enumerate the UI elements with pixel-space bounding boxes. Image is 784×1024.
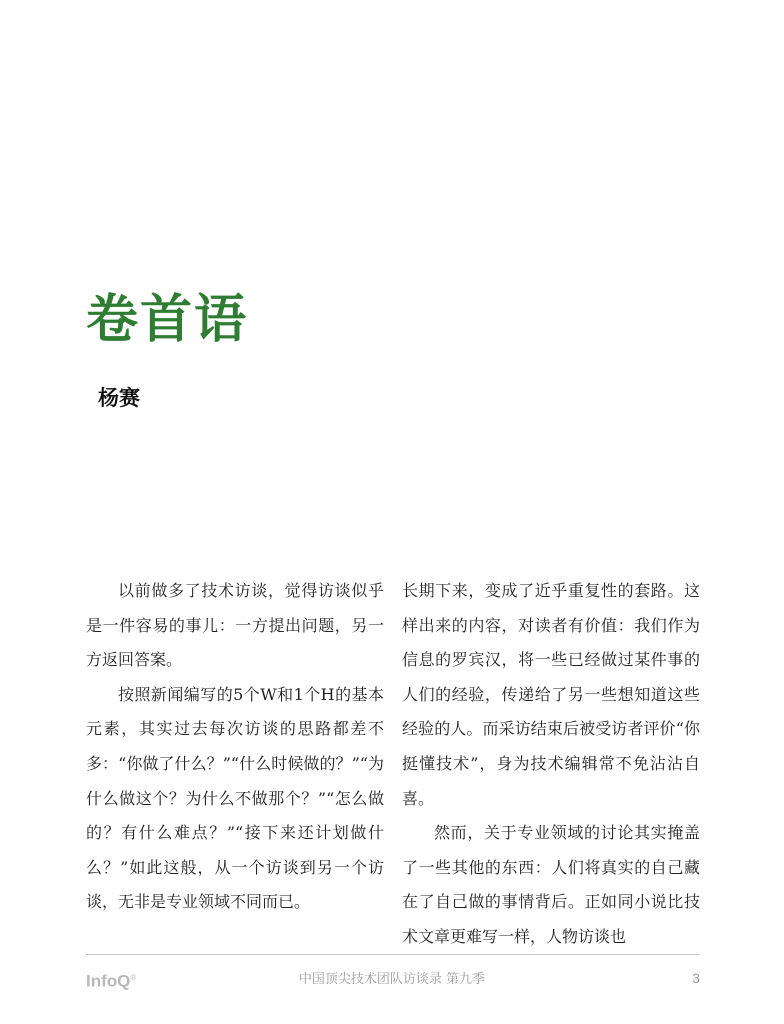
footer-publication-title: 中国顶尖技术团队访谈录 第九季 xyxy=(298,972,486,987)
author-name: 杨赛 xyxy=(98,385,140,410)
logo-mark: ® xyxy=(130,973,137,982)
footer-divider xyxy=(86,954,700,955)
paragraph: 然而，关于专业领域的讨论其实掩盖了一些其他的东西：人们将真实的自己藏在了自己做的事情背后。正如同小说比技术文章更难写一样，人物访谈也 xyxy=(402,823,700,946)
paragraph-continued: 长期下来，变成了近乎重复性的套路。这样出来的内容，对读者有价值：我们作为信息的罗宾汉，将一些已经做过某件事的人们的经验，传递给了另一些想知道这些经验的人。而采访结束后被受访者评价“你挺懂技术”，身为技术编辑常不免沾沾自喜。 xyxy=(402,581,700,808)
body-column-left xyxy=(86,574,384,920)
body-column-right xyxy=(402,574,700,955)
page-number: 3 xyxy=(692,970,700,986)
paragraph: 以前做多了技术访谈，觉得访谈似乎是一件容易的事儿：一方提出问题，另一方返回答案。 xyxy=(86,581,384,670)
logo-text: InfoQ xyxy=(86,971,131,991)
paragraph: 按照新闻编写的5个W和1个H的基本元素，其实过去每次访谈的思路都差不多：“你做了什么？”“什么时候做的？”“为什么做这个？为什么不做那个？”“怎么做的？有什么难点？”“接下来还计划做什么？”如此这般，从一个访谈到另一个访谈，无非是专业领域不同而已。 xyxy=(86,684,384,912)
chapter-title: 卷首语 xyxy=(86,289,249,350)
